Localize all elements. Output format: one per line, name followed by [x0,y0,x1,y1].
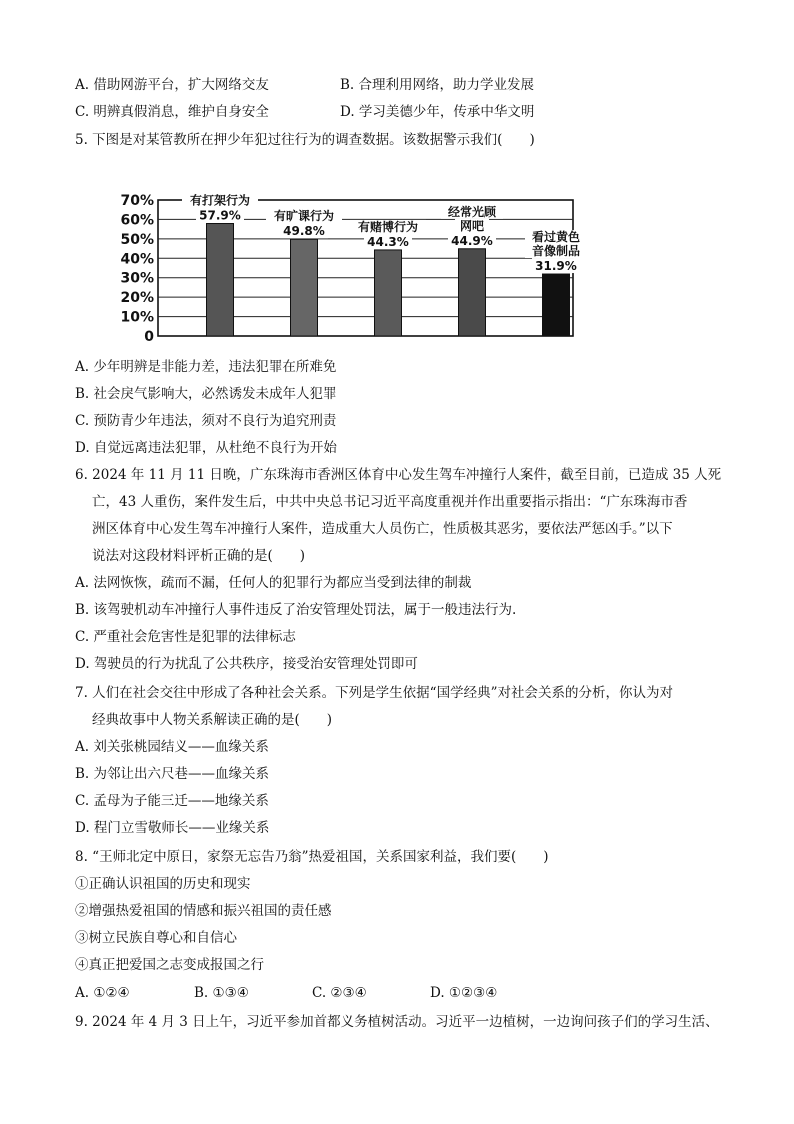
q5-option-d: D. 自觉远离违法犯罪，从杜绝不良行为开始 [75,440,337,456]
q5-option-b: B. 社会戾气影响大，必然诱发未成年人犯罪 [75,386,337,402]
q7-option-c: C. 孟母为子能三迁——地缘关系 [75,793,269,809]
q4-option-c: C. 明辨真假消息，维护自身安全 [75,104,269,120]
q7-option-a: A. 刘关张桃园结义——血缘关系 [75,739,269,755]
category-label: 看过黄色 [531,230,580,245]
q5-option-c: C. 预防青少年违法，须对不良行为追究刑责 [75,413,337,429]
category-label: 有旷课行为 [273,209,335,224]
category-label: 网吧 [459,218,485,233]
value-label: 49.8% [283,224,325,239]
y-tick-label: 50% [120,231,154,248]
y-tick-label: 0 [144,329,154,345]
y-tick-label: 20% [120,290,154,307]
y-tick-label: 30% [120,270,154,287]
q8-option-a: A. ①②④ [75,985,130,1001]
category-label: 有赌博行为 [357,219,419,234]
q6-stem-line-1: 6. 2024 年 11 月 11 日晚，广东珠海市香洲区体育中心发生驾车冲撞行人案件，截至目前，已造成 35 人死 [75,467,722,483]
q8-option-b: B. ①③④ [194,985,249,1001]
q8-item-1: ①正确认识祖国的历史和现实 [75,876,251,892]
value-label: 57.9% [199,208,241,223]
bar [543,274,570,336]
q6-option-a: A. 法网恢恢，疏而不漏，任何人的犯罪行为都应当受到法律的制裁 [75,575,472,591]
q6-option-d: D. 驾驶员的行为扰乱了公共秩序，接受治安管理处罚即可 [75,656,418,672]
q7-option-d: D. 程门立雪敬师长——业缘关系 [75,820,270,836]
q8-option-c: C. ②③④ [312,985,367,1001]
value-label: 31.9% [535,259,577,274]
y-tick-label: 10% [120,309,154,326]
q5-option-a: A. 少年明辨是非能力差，违法犯罪在所难免 [75,359,337,375]
category-label: 经常光顾 [447,204,497,219]
value-label: 44.3% [367,234,409,249]
q6-option-c: C. 严重社会危害性是犯罪的法律标志 [75,629,296,645]
q4-option-d: D. 学习美德少年，传承中华文明 [340,104,535,120]
y-tick-label: 70% [120,193,154,209]
category-label: 音像制品 [531,244,580,259]
q7-option-b: B. 为邻让出六尺巷——血缘关系 [75,766,270,782]
q6-stem-line-3: 洲区体育中心发生驾车冲撞行人案件，造成重大人员伤亡，性质极其恶劣，要依法严惩凶手。”以下 [92,521,673,537]
category-label: 有打架行为 [189,193,251,208]
q9-stem: 9. 2024 年 4 月 3 日上午，习近平参加首都义务植树活动。习近平一边植树，一边询问孩子们的学习生活、 [75,1014,719,1030]
y-tick-label: 60% [120,212,154,229]
q4-option-b: B. 合理利用网络，助力学业发展 [340,77,535,93]
value-label: 44.9% [451,233,493,248]
q8-option-d: D. ①②③④ [430,985,498,1001]
y-tick-label: 40% [120,251,154,268]
q6-option-b: B. 该驾驶机动车冲撞行人事件违反了治安管理处罚法，属于一般违法行为. [75,602,517,618]
juvenile-behavior-bar-chart [118,188,580,348]
q8-item-4: ④真正把爱国之志变成报国之行 [75,957,264,973]
q6-stem-line-4: 说法对这段材料评析正确的是( ) [92,548,306,564]
bar [291,239,318,336]
q8-item-2: ②增强热爱祖国的情感和振兴祖国的责任感 [75,903,332,919]
q4-option-a: A. 借助网游平台，扩大网络交友 [75,77,269,93]
bar [375,250,402,336]
q5-stem: 5. 下图是对某管教所在押少年犯过往行为的调查数据。该数据警示我们( ) [75,132,535,148]
q7-stem-line-2: 经典故事中人物关系解读正确的是( ) [92,712,333,728]
q7-stem-line-1: 7. 人们在社会交往中形成了各种社会关系。下列是学生依据“国学经典”对社会关系的分析，你认为对 [75,685,673,701]
q8-item-3: ③树立民族自尊心和自信心 [75,930,237,946]
bar [459,249,486,336]
q6-stem-line-2: 亡，43 人重伤，案件发生后，中共中央总书记习近平高度重视并作出重要指示指出：“广东珠海市香 [92,494,688,510]
bar [207,224,234,336]
chart-y-axis [120,193,154,345]
q8-stem: 8. “王师北定中原日，家祭无忘告乃翁”热爱祖国，关系国家利益，我们要( ) [75,849,549,865]
